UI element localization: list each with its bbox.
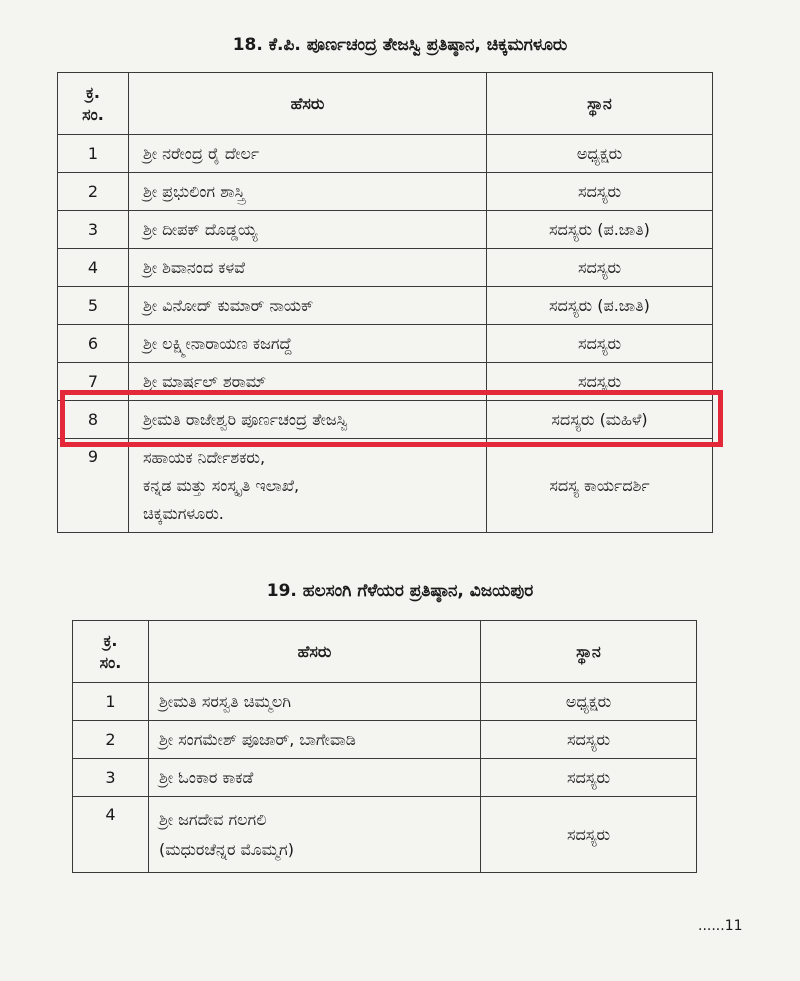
member-name: ಶ್ರೀ ಪ್ರಭುಲಿಂಗ ಶಾಸ್ತ್ರಿ: [129, 173, 487, 211]
table-row: [58, 211, 713, 249]
table-row: [58, 287, 713, 325]
serial-number: 9: [58, 439, 129, 533]
header-name: ಹೆಸರು: [129, 73, 487, 135]
page-number: ......11: [698, 918, 743, 934]
serial-number: 3: [58, 211, 129, 249]
serial-number: 2: [73, 721, 149, 759]
serial-number: 2: [58, 173, 129, 211]
member-position: ಸದಸ್ಯರು: [487, 173, 713, 211]
member-position: ಸದಸ್ಯರು: [487, 325, 713, 363]
table-header-row: [73, 621, 697, 683]
table-row: [73, 721, 697, 759]
table-header-row: [58, 73, 713, 135]
header-serial-number: ಕ್ರ. ಸಂ.: [58, 73, 129, 135]
header-name: ಹೆಸರು: [149, 621, 481, 683]
section-title-19: 19. ಹಲಸಂಗಿ ಗೆಳೆಯರ ಪ್ರತಿಷ್ಠಾನ, ವಿಜಯಪುರ: [266, 581, 534, 601]
member-name: ಶ್ರೀಮತಿ ರಾಜೇಶ್ವರಿ ಪೂರ್ಣಚಂದ್ರ ತೇಜಸ್ವಿ: [129, 401, 487, 439]
member-name: ಶ್ರೀ ಸಂಗಮೇಶ್ ಪೂಜಾರ್, ಬಾಗೇವಾಡಿ: [149, 721, 481, 759]
table-row: [58, 325, 713, 363]
member-position: ಅಧ್ಯಕ್ಷರು: [487, 135, 713, 173]
header-position: ಸ್ಥಾನ: [481, 621, 697, 683]
member-name: ಸಹಾಯಕ ನಿರ್ದೇಶಕರು, ಕನ್ನಡ ಮತ್ತು ಸಂಸ್ಕೃತಿ ಇಲಾಖೆ, ಚಿಕ್ಕಮಗಳೂರು.: [129, 439, 487, 533]
member-position: ಅಧ್ಯಕ್ಷರು: [481, 683, 697, 721]
table-row: [58, 439, 713, 533]
member-name: ಶ್ರೀ ಮಾರ್ಷಲ್ ಶರಾಮ್: [129, 363, 487, 401]
members-table-18: [57, 72, 713, 533]
table-row: [58, 173, 713, 211]
member-name: ಶ್ರೀ ನರೇಂದ್ರ ರೈ ದೇರ್ಲ: [129, 135, 487, 173]
member-name: ಶ್ರೀ ಶಿವಾನಂದ ಕಳವೆ: [129, 249, 487, 287]
serial-number: 4: [58, 249, 129, 287]
serial-number: 3: [73, 759, 149, 797]
table-row: [73, 683, 697, 721]
member-name: ಶ್ರೀ ಲಕ್ಷ್ಮೀನಾರಾಯಣ ಕಜಗದ್ದೆ: [129, 325, 487, 363]
member-position: ಸದಸ್ಯರು: [481, 759, 697, 797]
highlight-box: [60, 390, 723, 447]
serial-number: 5: [58, 287, 129, 325]
member-position: ಸದಸ್ಯ ಕಾರ್ಯದರ್ಶಿ: [487, 439, 713, 533]
serial-number: 4: [73, 797, 149, 873]
member-name: ಶ್ರೀ ಜಗದೇವ ಗಲಗಲಿ (ಮಧುರಚೆನ್ನರ ಮೊಮ್ಮಗ): [149, 797, 481, 873]
section-title-18: 18. ಕೆ.ಪಿ. ಪೂರ್ಣಚಂದ್ರ ತೇಜಸ್ವಿ ಪ್ರತಿಷ್ಠಾನ, ಚಿಕ್ಕಮಗಳೂರು: [232, 35, 568, 55]
member-position: ಸದಸ್ಯರು: [487, 249, 713, 287]
serial-number: 1: [73, 683, 149, 721]
member-position: ಸದಸ್ಯರು: [487, 363, 713, 401]
serial-number: 7: [58, 363, 129, 401]
member-name: ಶ್ರೀಮತಿ ಸರಸ್ವತಿ ಚಿಮ್ಮಲಗಿ: [149, 683, 481, 721]
table-row: [58, 135, 713, 173]
table-row: [58, 249, 713, 287]
member-position: ಸದಸ್ಯರು (ಮಹಿಳೆ): [487, 401, 713, 439]
header-serial-number: ಕ್ರ. ಸಂ.: [73, 621, 149, 683]
members-table-19: [72, 620, 697, 873]
serial-number: 8: [58, 401, 129, 439]
header-position: ಸ್ಥಾನ: [487, 73, 713, 135]
member-name: ಶ್ರೀ ವಿನೋದ್ ಕುಮಾರ್ ನಾಯಕ್: [129, 287, 487, 325]
member-position: ಸದಸ್ಯರು: [481, 797, 697, 873]
member-position: ಸದಸ್ಯರು: [481, 721, 697, 759]
member-name: ಶ್ರೀ ಓಂಕಾರ ಕಾಕಡೆ: [149, 759, 481, 797]
serial-number: 1: [58, 135, 129, 173]
table-row: [73, 797, 697, 873]
serial-number: 6: [58, 325, 129, 363]
table-row: [73, 759, 697, 797]
member-position: ಸದಸ್ಯರು (ಪ.ಜಾತಿ): [487, 211, 713, 249]
member-position: ಸದಸ್ಯರು (ಪ.ಜಾತಿ): [487, 287, 713, 325]
member-name: ಶ್ರೀ ದೀಪಕ್ ದೊಡ್ಡಯ್ಯ: [129, 211, 487, 249]
